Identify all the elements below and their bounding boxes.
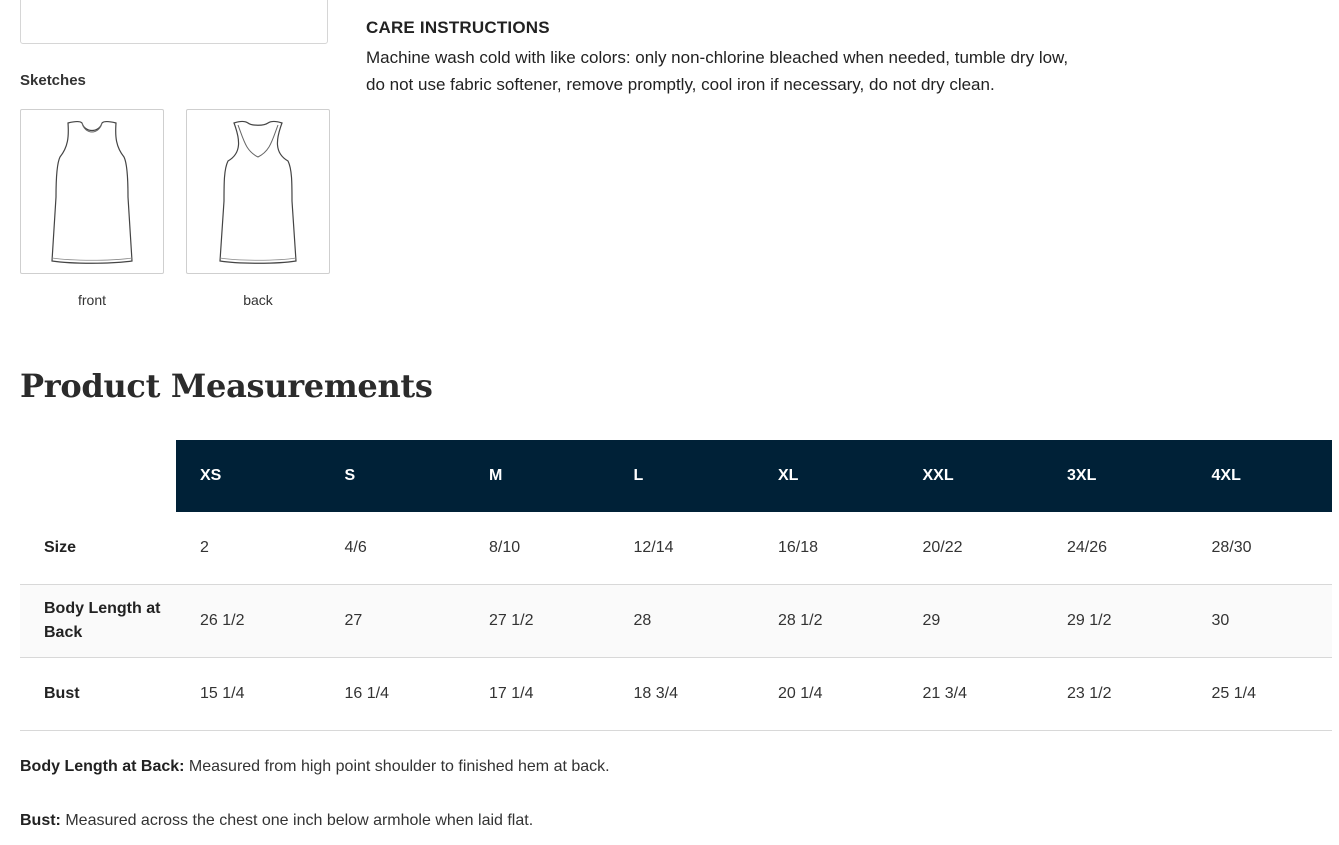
tank-top-back-sketch: [208, 117, 308, 267]
table-cell: 16/18: [754, 512, 899, 585]
note-term: Body Length at Back:: [20, 758, 185, 775]
table-cell: 12/14: [610, 512, 755, 585]
table-cell: 15 1/4: [176, 658, 321, 731]
table-cell: 28/30: [1188, 512, 1333, 585]
size-header: S: [321, 440, 466, 512]
table-cell: 21 3/4: [899, 658, 1044, 731]
table-cell: 28: [610, 585, 755, 658]
sketch-back-thumbnail[interactable]: [186, 109, 330, 274]
tank-top-front-sketch: [42, 117, 142, 267]
table-cell: 20 1/4: [754, 658, 899, 731]
size-header: XXL: [899, 440, 1044, 512]
table-cell: 30: [1188, 585, 1333, 658]
table-cell: 27 1/2: [465, 585, 610, 658]
table-cell: 18 3/4: [610, 658, 755, 731]
size-header: XL: [754, 440, 899, 512]
sketch-front-caption: front: [77, 292, 106, 308]
note-text: Measured across the chest one inch below armhole when laid flat.: [60, 812, 534, 829]
table-row-size: [20, 512, 1332, 585]
description-box: [20, 0, 328, 44]
size-header: L: [610, 440, 755, 512]
table-cell: 2: [176, 512, 321, 585]
table-cell: 26 1/2: [176, 585, 321, 658]
sketch-front-thumbnail[interactable]: [20, 109, 164, 274]
table-cell: 29: [899, 585, 1044, 658]
row-label: Bust: [20, 658, 176, 731]
size-header: 4XL: [1188, 440, 1333, 512]
table-cell: 8/10: [465, 512, 610, 585]
measurement-note-bust: [20, 812, 533, 830]
row-label: Size: [20, 512, 176, 585]
measurements-table: [20, 440, 1332, 731]
sketch-back-caption: back: [243, 292, 273, 308]
table-cell: 23 1/2: [1043, 658, 1188, 731]
note-text: Measured from high point shoulder to finished hem at back.: [184, 758, 610, 775]
size-header: M: [465, 440, 610, 512]
size-header: 3XL: [1043, 440, 1188, 512]
care-instructions: [366, 18, 1086, 98]
table-cell: 27: [321, 585, 466, 658]
note-term: Bust:: [20, 812, 61, 829]
size-header: XS: [176, 440, 321, 512]
measurement-note-body-length: [20, 758, 610, 776]
size-header-row: [20, 440, 1332, 512]
row-label: Body Length at Back: [20, 585, 176, 658]
table-row-bust: [20, 658, 1332, 731]
sketches-heading: Sketches: [20, 72, 86, 89]
table-cell: 28 1/2: [754, 585, 899, 658]
table-cell: 24/26: [1043, 512, 1188, 585]
care-instructions-text: Machine wash cold with like colors: only non-chlorine bleached when needed, tumble dry low, do not use fabric softener, remove promptly, cool iron if necessary, do not dry clean.: [366, 48, 1069, 94]
care-instructions-title: CARE INSTRUCTIONS: [366, 18, 550, 37]
header-corner-cell: [20, 440, 176, 512]
table-cell: 17 1/4: [465, 658, 610, 731]
table-cell: 29 1/2: [1043, 585, 1188, 658]
table-cell: 25 1/4: [1188, 658, 1333, 731]
table-row-body-length: [20, 585, 1332, 658]
table-cell: 20/22: [899, 512, 1044, 585]
table-cell: 16 1/4: [321, 658, 466, 731]
product-measurements-title: Product Measurements: [20, 367, 433, 405]
table-cell: 4/6: [321, 512, 466, 585]
